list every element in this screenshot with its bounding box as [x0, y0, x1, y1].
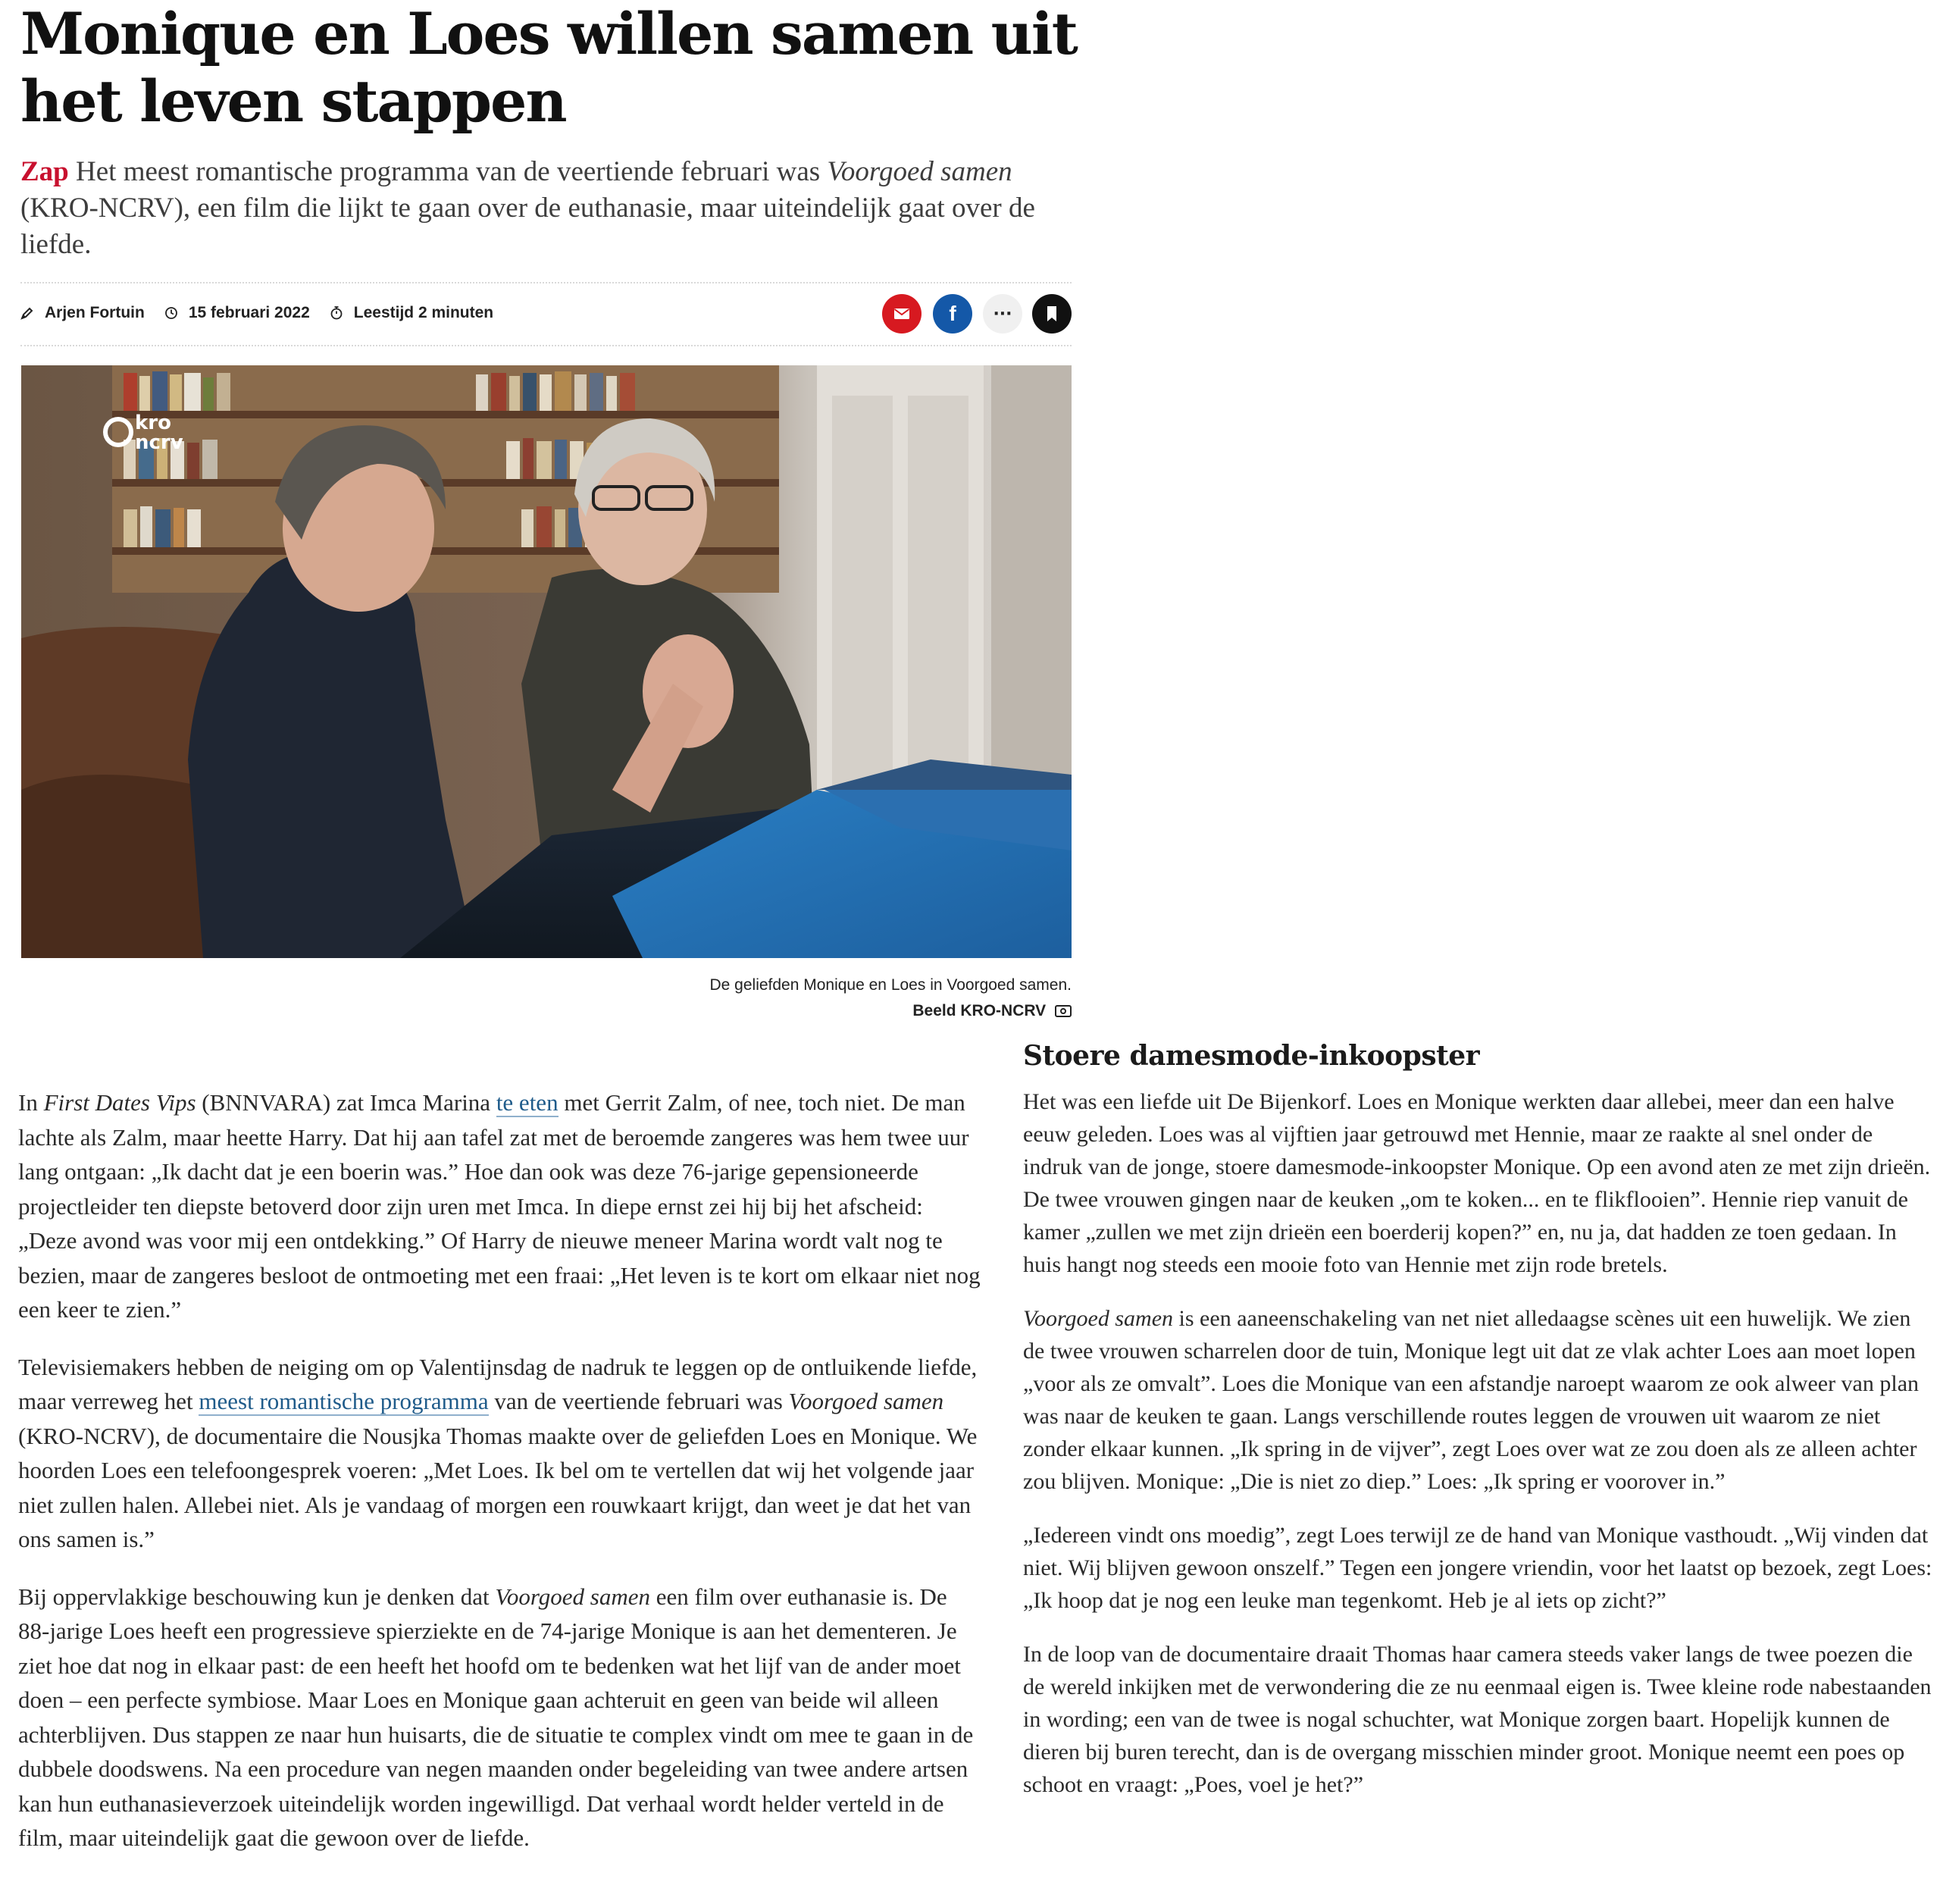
paragraph-2: Televisiemakers hebben de neiging om op Valentijnsdag de nadruk te leggen op de ontluikende liefde, maar verreweg het meest romantische programma van de veertiende februari was Voorgoed samen (KRO-NCRV), de documentaire die Nousjka Thomas maakte over de geliefden Loes en Monique. We hoorden Loes een telefoongesprek voeren: „Met Loes. Ik bel om te vertellen dat wij het volgende jaar niet zullen halen. Allebei niet. Als je vandaag of morgen een rouwkaart krijgt, dan weet je dat het van ons samen is.”	[18, 1353, 978, 1552]
paragraph-4: Het was een liefde uit De Bijenkorf. Loes en Monique werkten daar allebei, meer dan een halve eeuw geleden. Loes was al vijftien jaar getrouwd met Hennie, maar ze raakte al snel onder de indruk van de jonge, stoere damesmode-inkoopster Monique. Op een avond aten ze met zijn drieën. De twee vrouwen gingen naar de keuken „om te koken... en te flikflooien”. Hennie riep vanuit de kamer „zullen we met zijn drieën een boerderij kopen?” en, nu ja, dat hadden ze toen gedaan. In huis hangt nog steeds een mooie foto van Hennie met zijn rode bretels.	[1023, 1089, 1931, 1277]
photo-caption-block	[709, 972, 1072, 1024]
intro-program-title: Voorgoed samen	[827, 156, 1012, 187]
facebook-icon: f	[949, 302, 956, 325]
photo-caption: De geliefden Monique en Loes in Voorgoed samen.	[709, 976, 1072, 994]
date-item	[164, 304, 310, 322]
meta-bottom-divider	[20, 345, 1072, 346]
pen-icon	[20, 306, 34, 320]
bookmark-icon	[1046, 305, 1058, 322]
meta-top-divider	[20, 282, 1072, 283]
link-meest-romantische-programma[interactable]: meest romantische programma	[199, 1388, 489, 1414]
reading-time-item	[330, 304, 493, 322]
mail-icon	[893, 308, 910, 320]
intro-text-1: Het meest romantische programma van de veertiende februari was	[68, 156, 828, 187]
more-icon: ···	[993, 304, 1012, 324]
author-name[interactable]: Arjen Fortuin	[45, 304, 145, 321]
link-te-eten[interactable]: te eten	[496, 1089, 559, 1116]
paragraph-3: Bij oppervlakkige beschouwing kun je denken dat Voorgoed samen een film over euthanasie is. De 88-jarige Loes heeft een progressieve spierziekte en de 74-jarige Monique is aan het dementeren. Je ziet hoe dat nog in elkaar past: de een heeft het hoofd om te bedenken wat het lijf van de ander moet doen – een perfecte symbiose. Maar Loes en Monique gaan achteruit en geen van beide wil alleen achterblijven. Dus stappen ze naar hun huisarts, die de situatie te complex vindt om mee te gaan in de dubbele doodswens. Na een procedure van negen maanden onder begeleiding van twee andere artsen kan hun euthanasieverzoek uiteindelijk worden ingewilligd. Dat verhaal wordt helder verteld in de film, maar uiteindelijk gaat die gewoon over de liefde.	[18, 1583, 974, 1851]
paragraph-1: In First Dates Vips (BNNVARA) zat Imca Marina te eten met Gerrit Zalm, of nee, toch niet. De man lachte als Zalm, maar heette Harry. Dat hij aan tafel zat met de beroemde zangeres was hem twee uur lang ontgaan: „Ik dacht dat je een boerin was.” Hoe dan ook was deze 76-jarige gepensioneerde projectleider ten diepste betoverd door zijn uren met Imca. In diepe ernst zei hij bij het afscheid: „Deze avond was voor mij een ontdekking.” Of Harry de nieuwe meneer Marina wordt valt nog te bezien, maar de zangeres besloot de ontmoeting met een fraai: „Het leven is te kort om elkaar niet nog een keer te zien.”	[18, 1089, 981, 1323]
section-subheading: Stoere damesmode-inkoopster	[1023, 1040, 1480, 1072]
bookmark-button[interactable]	[1032, 294, 1072, 334]
logo-ncrv-text: ncrv	[135, 431, 183, 454]
rubric-kicker[interactable]: Zap	[20, 156, 69, 187]
camera-icon	[1055, 1005, 1072, 1017]
paragraph-7: In de loop van de documentaire draait Thomas haar camera steeds vaker langs de twee poezen die de wereld inkijken met de verwondering die ze nu eenmaal eigen is. Twee kleine rode nabestaanden in wording; een van de twee is nogal schuchter, wat Monique zorgen baart. Hopelijk kunnen de dieren bij buren terecht, dan is de overgang misschien minder groot. Monique neemt een poes op schoot en vraagt: „Poes, voel je het?”	[1023, 1642, 1932, 1797]
article-photo[interactable]	[21, 365, 1072, 958]
reading-time: Leestijd 2 minuten	[353, 304, 494, 321]
article-body-left	[18, 1085, 981, 1878]
logo-kro-text: kro	[135, 412, 171, 434]
clock-icon	[164, 306, 178, 320]
paragraph-5: Voorgoed samen is een aaneenschakeling van net niet alledaagse scènes uit een huwelijk. We zien de twee vrouwen scharrelen door de tuin, Monique legt uit dat ze vlak achter Loes aan moet lopen „voor als ze omvalt”. Loes die Monique van een afstandje naroept waarom ze ook alweer van plan was naar de keuken te gaan. Langs verschillende routes leggen de vrouwen uit waarom ze niet zonder elkaar kunnen. „Ik spring in de vijver”, zegt Loes over wat ze zou doen als ze alleen achter zou blijven. Monique: „Die is niet zo diep.” Loes: „Ik spring er voorover in.”	[1023, 1306, 1920, 1494]
article-intro	[20, 154, 1059, 263]
photo-credit: Beeld KRO-NCRV	[709, 998, 1072, 1024]
share-more-button[interactable]	[983, 294, 1022, 334]
publish-date: 15 februari 2022	[188, 304, 310, 321]
paragraph-6: „Iedereen vindt ons moedig”, zegt Loes terwijl ze de hand van Monique vasthoudt. „Wij vinden dat niet. Wij blijven gewoon onszelf.” Tegen een jongere vriendin, voor het laatst op bezoek, zegt Loes: „Ik hoop dat je nog een leuke man tegenkomt. Heb je al iets op zicht?”	[1023, 1523, 1932, 1613]
photo-illustration	[21, 365, 1072, 958]
share-mail-button[interactable]	[882, 294, 922, 334]
intro-text-2: (KRO-NCRV), een film die lijkt te gaan over de euthanasie, maar uiteindelijk gaat over de liefde.	[20, 193, 1035, 260]
article-body-right	[1023, 1085, 1932, 1824]
author-item	[20, 304, 145, 322]
share-facebook-button[interactable]	[933, 294, 972, 334]
article-title: Monique en Loes willen samen uit het leven stappen	[20, 0, 1077, 135]
stopwatch-icon	[330, 305, 343, 321]
